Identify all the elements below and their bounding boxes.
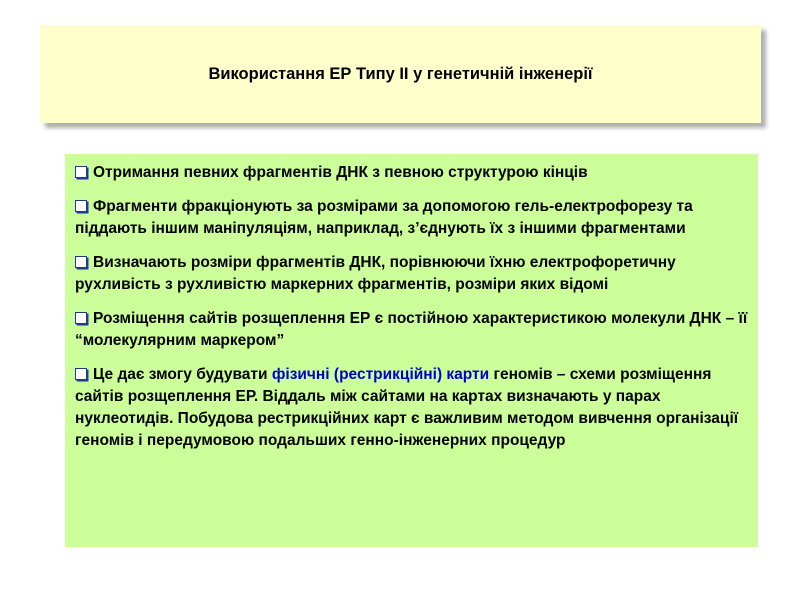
slide-title: Використання ЕР Типу ІІ у генетичній інженерії	[208, 64, 593, 83]
bullet-item	[75, 196, 748, 240]
title-box	[40, 25, 761, 123]
square-bullet-icon	[75, 312, 87, 324]
bullet-text: Фрагменти фракціонують за розмірами за допомогою гель-електрофорезу та піддають іншим маніпуляціям, наприклад, з’єднують їх з іншими фрагментами	[75, 198, 693, 237]
square-bullet-icon	[75, 368, 87, 380]
bullet-text: Визначають розміри фрагментів ДНК, порівнюючи їхню електрофоретичну рухливість з рухливістю маркерних фрагментів, розміри яких відомі	[75, 254, 676, 293]
bullet-item	[75, 308, 748, 352]
bullet-item	[75, 252, 748, 296]
bullet-item	[75, 364, 748, 452]
bullet-item	[75, 162, 748, 184]
bullet-text-prefix: Це дає змогу будувати	[93, 366, 272, 383]
square-bullet-icon	[75, 200, 87, 212]
square-bullet-icon	[75, 166, 87, 178]
bullet-text: Розміщення сайтів розщеплення ЕР є постійною характеристикою молекули ДНК – її “молекулярним маркером”	[75, 310, 748, 349]
content-box	[65, 154, 758, 547]
square-bullet-icon	[75, 256, 87, 268]
bullet-text: Отримання певних фрагментів ДНК з певною структурою кінців	[93, 164, 588, 181]
bullet-text-suffix: геномів – схеми розміщення сайтів розщеплення ЕР. Віддаль між сайтами на картах визначають у парах нуклеотидів. Побудова рестрикційних карт є важливим методом вивчення організації геномів і передумовою подальших генно-інженерних процедур	[75, 366, 739, 449]
highlighted-term: фізичні (рестрикційні) карти	[271, 366, 490, 383]
